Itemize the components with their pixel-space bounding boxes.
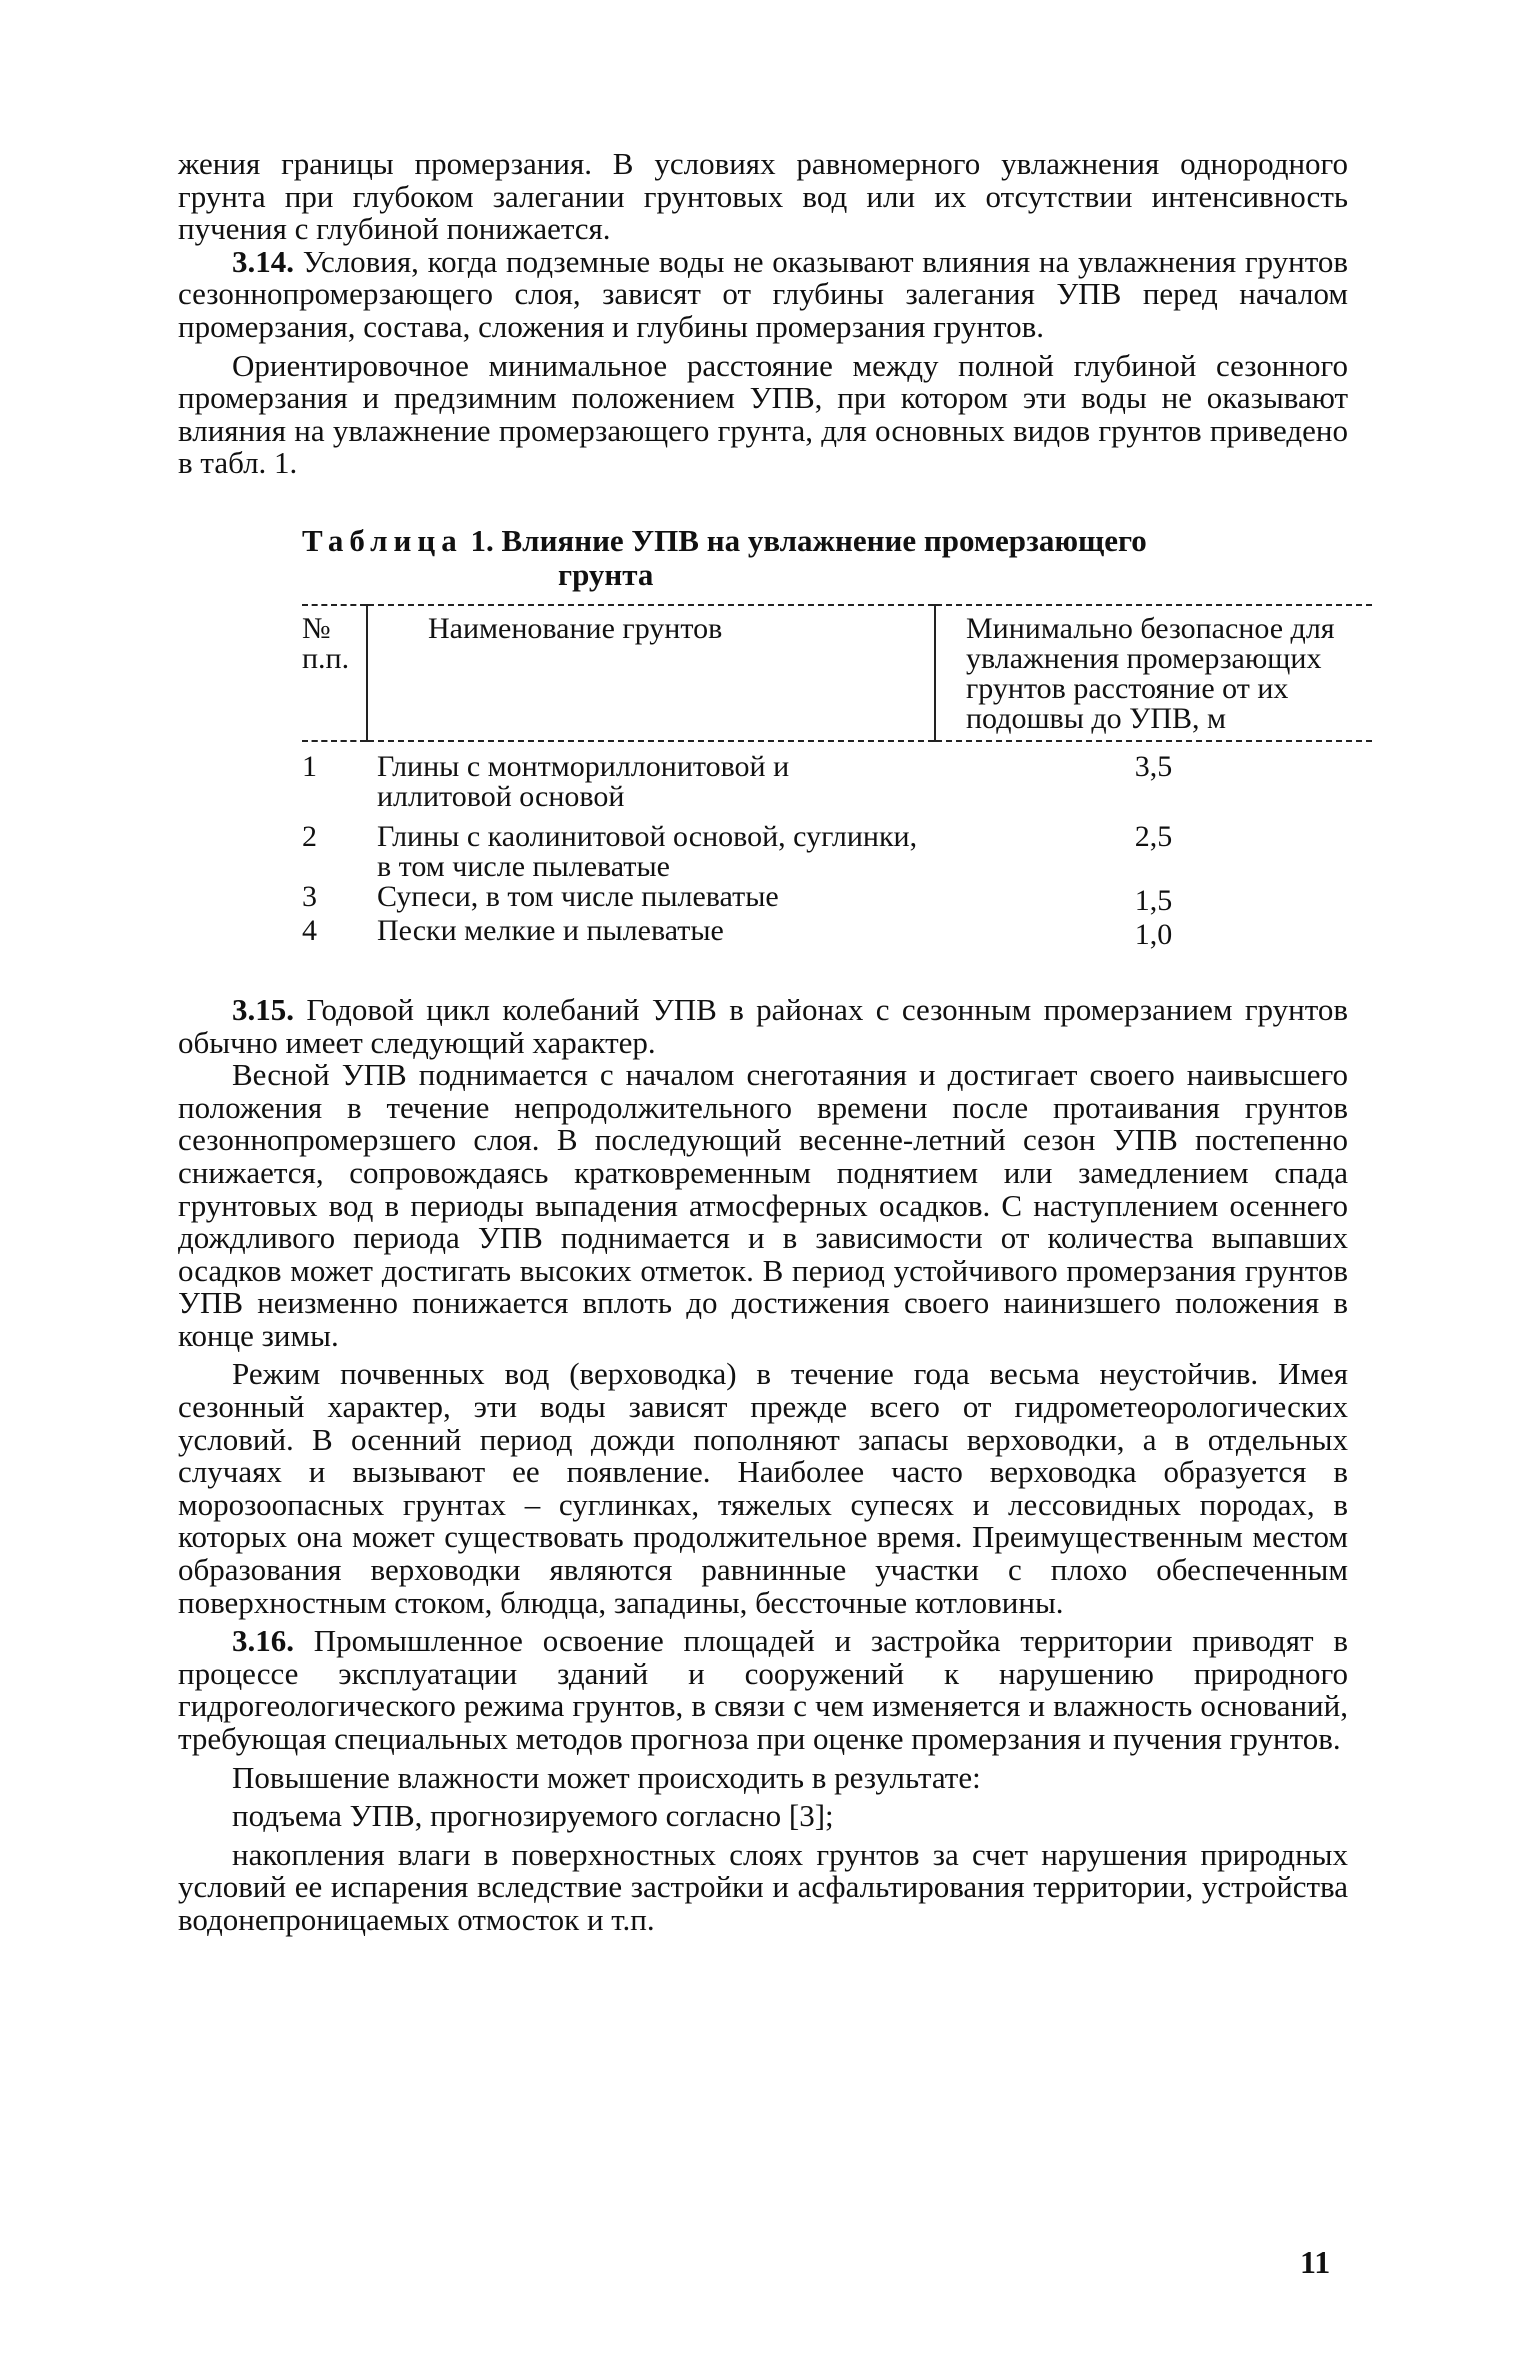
soil-distance-table [302,604,1372,950]
section-3-14 [178,243,1349,344]
section-3-16 [178,1625,1348,1755]
table-row [302,916,1372,950]
paragraph-moisture-increase: Повышение влажности может происходить в результате: [232,1759,981,1795]
table-caption-line-2: грунта [558,556,654,592]
table-row [302,882,1372,916]
paragraph-orientation: Ориентировочное минимальное расстояние между полной глубиной сезонного промерзания и предзимним положением УПВ, при котором эти воды не оказывают влияния на увлажнение промерзающего грунта, для основных видов грунтов приведено в табл. 1. [178,347,1348,481]
page-body [178,148,1348,1937]
section-text: Условия, когда подземные воды не оказывают влияния на увлажнения грунтов сезоннопромерзающего слоя, зависят от глубины залегания УПВ перед началом промерзания, состава, сложения и глубины промерзания грунтов. [178,243,1349,344]
row-number: 2 [302,819,317,853]
header-number: № п.п. [302,605,367,741]
table-header-row [302,605,1372,741]
section-number: 3.16. [232,1623,294,1659]
header-min-distance: Минимально безопасное для увлажнения промерзающих грунтов расстояние от их подошвы до УПВ, м [935,605,1372,741]
row-value: 3,5 [1134,749,1173,783]
row-number: 3 [302,879,317,913]
paragraph-perched-water: Режим почвенных вод (верховодка) в течение года весьма неустойчив. Имея сезонный характер, эти воды зависят прежде всего от гидрометеорологических условий. В осенний период дожди пополняют запасы верховодки, а в отдельных случаях и вызывают ее появление. Наиболее часто верховодка образуется в морозоопасных грунтах – суглинках, тяжелых супесях и лессовидных породах, в которых она может существовать продолжительное время. Преимущественным местом образования верховодки являются равнинные участки с плохо обеспеченным поверхностным стоком, блюдца, западины, бессточные котловины. [178,1356,1348,1620]
row-number: 4 [302,913,317,947]
row-soil-name: Супеси, в том числе пылеватые [377,879,779,913]
table-row [302,812,1372,882]
section-text: Промышленное освоение площадей и застройка территории приводят в процессе эксплуатации зданий и сооружений к нарушению природного гидрогеологического режима грунтов, в связи с чем изменяется и влажность оснований, требующая специальных методов прогноза при оценке промерзания и пучения грунтов. [178,1623,1348,1756]
section-3-15 [178,991,1348,1060]
row-soil-name: Глины с монтмориллонитовой и иллитовой основой [377,749,790,813]
table-title: Влияние УПВ на увлажнение промерзающего [501,522,1147,558]
table-label: Таблица [302,522,463,558]
section-text: Годовой цикл колебаний УПВ в районах с сезонным промерзанием грунтов обычно имеет следующий характер. [178,991,1348,1060]
table-row [302,741,1372,812]
row-number: 1 [302,749,317,783]
paragraph-intro: жения границы промерзания. В условиях равномерного увлажнения однородного грунта при глубоком залегании грунтовых вод или их отсутствии интенсивность пучения с глубиной понижается. [178,146,1348,247]
row-value: 2,5 [1134,819,1173,853]
table-caption [178,524,1348,592]
table-number: 1. [470,522,494,558]
section-number: 3.14. [232,243,294,279]
row-soil-name: Пески мелкие и пылеватые [377,913,724,947]
paragraph-moisture-accumulation: накопления влаги в поверхностных слоях грунтов за счет нарушения природных условий ее испарения вследствие застройки и асфальтирования территории, устройства водонепроницаемых отмосток и т.п. [178,1836,1348,1937]
row-value: 1,0 [1134,917,1173,951]
header-soil-name: Наименование грунтов [367,605,935,741]
row-value: 1,5 [1134,883,1173,917]
paragraph-spring-cycle: Весной УПВ поднимается с началом снеготаяния и достигает своего наивысшего положения в течение непродолжительного времени после протаивания грунтов сезоннопромерзшего слоя. В последующий весенне-летний сезон УПВ постепенно снижается, сопровождаясь кратковременным поднятием или замедлением спада грунтовых вод в периоды выпадения атмосферных осадков. С наступлением осеннего дождливого периода УПВ поднимается и в зависимости от количества выпавших осадков может достигать высоких отметок. В период устойчивого промерзания грунтов УПВ неизменно понижается вплоть до достижения своего наинизшего положения в конце зимы. [178,1057,1348,1353]
table-caption-line-1 [178,524,1348,558]
section-number: 3.15. [232,991,294,1027]
paragraph-groundwater-rise: подъема УПВ, прогнозируемого согласно [3]; [232,1798,834,1834]
row-soil-name: Глины с каолинитовой основой, суглинки, в том числе пылеватые [377,819,918,883]
page-number: 11 [1300,2244,1331,2280]
